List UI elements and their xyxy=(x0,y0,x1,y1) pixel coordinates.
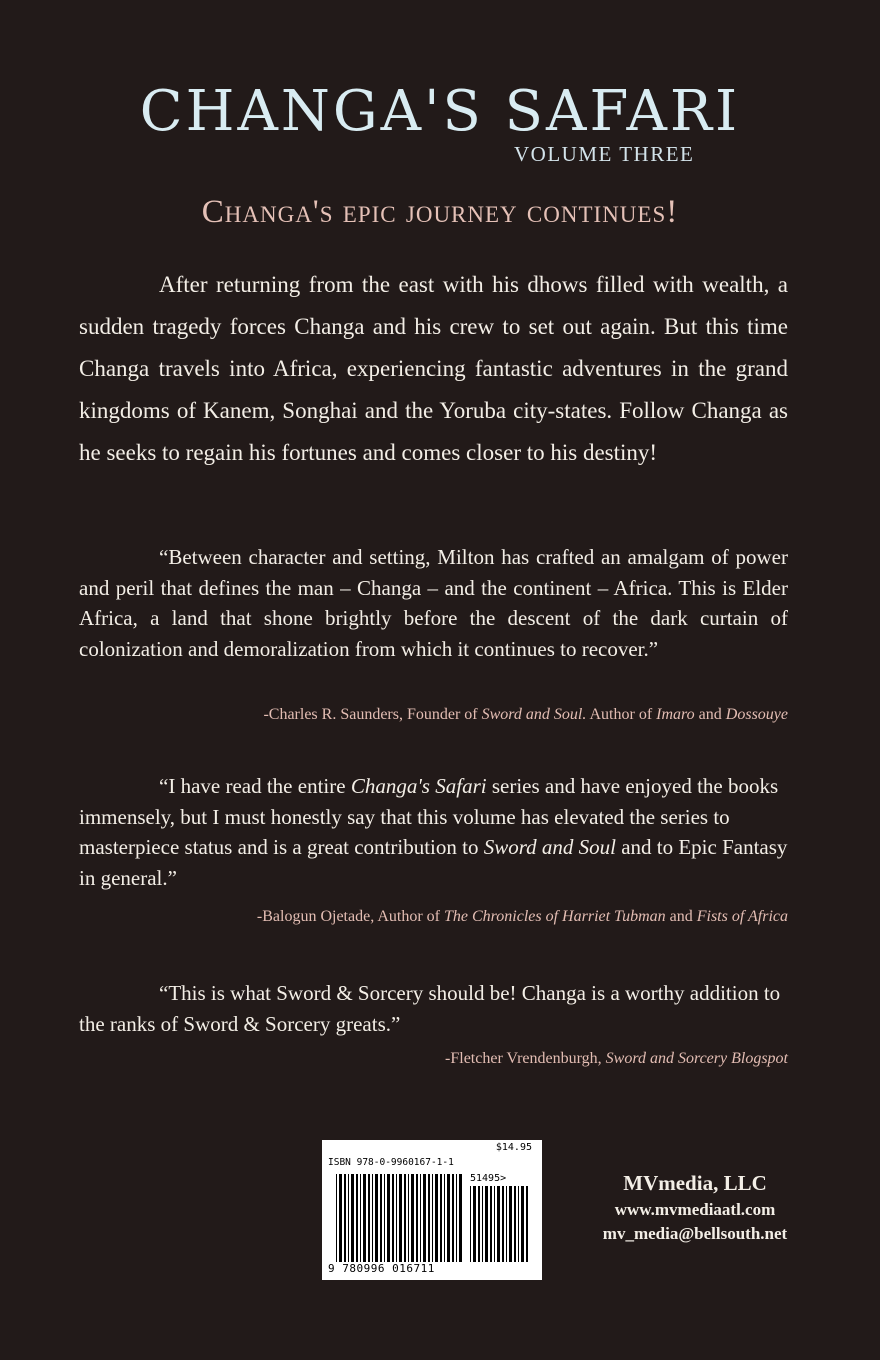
barcode-bar xyxy=(444,1174,445,1262)
attribution-text: Author of xyxy=(586,706,657,723)
barcode-bar xyxy=(387,1174,390,1262)
barcode-addon-code: 51495> xyxy=(470,1173,507,1184)
attribution-work: Sword and Sorcery Blogspot xyxy=(605,1050,788,1067)
review-attribution-3 xyxy=(445,1050,788,1068)
barcode-bar xyxy=(360,1174,361,1262)
isbn-barcode xyxy=(322,1140,542,1280)
review-quote-2-text: and to Epic Fantasy in general.” xyxy=(79,835,788,890)
barcode-bar xyxy=(392,1174,394,1262)
review-quote-1 xyxy=(79,542,788,664)
barcode-bar xyxy=(372,1174,373,1262)
review-quote-2-work: Sword and Soul xyxy=(483,835,616,859)
synopsis xyxy=(79,264,788,474)
attribution-text: and xyxy=(665,908,697,925)
review-attribution-2 xyxy=(257,908,788,926)
barcode-bar xyxy=(339,1174,342,1262)
attribution-work: The Chronicles of Harriet Tubman xyxy=(443,908,666,925)
barcode-bar xyxy=(351,1174,354,1262)
barcode-bar xyxy=(408,1174,409,1262)
barcode-bar xyxy=(435,1174,438,1262)
barcode-bar xyxy=(521,1186,524,1262)
barcode-bar xyxy=(363,1174,366,1262)
attribution-text: -Fletcher Vrendenburgh, xyxy=(445,1050,606,1067)
barcode-bar xyxy=(518,1186,519,1262)
barcode-bar xyxy=(478,1186,480,1262)
barcode-bar xyxy=(420,1174,421,1262)
barcode-bar xyxy=(344,1174,346,1262)
attribution-work: Fists of Africa xyxy=(696,908,788,925)
barcode-addon-bars xyxy=(470,1186,530,1262)
barcode-price: $14.95 xyxy=(495,1142,532,1153)
barcode-isbn: ISBN 978-0-9960167-1-1 xyxy=(328,1157,454,1168)
attribution-text: and xyxy=(694,706,726,723)
barcode-bar xyxy=(384,1174,385,1262)
barcode-bar xyxy=(416,1174,418,1262)
barcode-bar xyxy=(470,1186,471,1262)
barcode-bar xyxy=(502,1186,504,1262)
publisher-info xyxy=(580,1168,810,1246)
publisher-name: MVmedia, LLC xyxy=(623,1171,767,1195)
barcode-bar xyxy=(411,1174,414,1262)
barcode-digits: 9 780996 016711 xyxy=(328,1262,435,1275)
attribution-work: Imaro xyxy=(656,706,695,723)
volume-subtitle: VOLUME THREE xyxy=(514,142,695,166)
barcode-bar xyxy=(428,1174,430,1262)
barcode-bar xyxy=(459,1174,462,1262)
barcode-bar xyxy=(423,1174,426,1262)
publisher-website: www.mvmediaatl.com xyxy=(614,1200,776,1219)
barcode-bar xyxy=(526,1186,528,1262)
attribution-work: Sword and Soul. xyxy=(481,706,587,723)
review-quote-3 xyxy=(79,978,788,1039)
barcode-bar xyxy=(509,1186,512,1262)
attribution-text: -Balogun Ojetade, Author of xyxy=(256,908,444,925)
review-quote-2-work: Changa's Safari xyxy=(350,774,487,798)
barcode-bar xyxy=(473,1186,476,1262)
barcode-bars xyxy=(336,1174,464,1262)
barcode-bar xyxy=(494,1186,495,1262)
barcode-bar xyxy=(432,1174,433,1262)
barcode-bar xyxy=(399,1174,402,1262)
barcode-bar xyxy=(356,1174,358,1262)
review-quote-2-text: series and have enjoyed the books immensely, but I must honestly say that this volume has elevated the series to masterpiece status and is a great contribution to xyxy=(79,774,779,859)
barcode-bar xyxy=(447,1174,450,1262)
barcode-bar xyxy=(485,1186,488,1262)
barcode-bar xyxy=(456,1174,457,1262)
barcode-bar xyxy=(490,1186,492,1262)
publisher-email: mv_media@bellsouth.net xyxy=(602,1224,788,1243)
review-quote-3-text: “This is what Sword & Sorcery should be! Changa is a worthy addition to the ranks of Sword & Sorcery greats.” xyxy=(79,981,781,1036)
barcode-bar xyxy=(440,1174,442,1262)
barcode-bar xyxy=(452,1174,454,1262)
barcode-bar xyxy=(396,1174,397,1262)
barcode-bar xyxy=(497,1186,500,1262)
tagline: Changa's epic journey continues! xyxy=(201,194,679,230)
review-attribution-1 xyxy=(263,706,788,724)
review-quote-2-text: “I have read the entire xyxy=(159,774,351,798)
barcode-bar xyxy=(348,1174,349,1262)
barcode-bar xyxy=(404,1174,406,1262)
attribution-text: -Charles R. Saunders, Founder of xyxy=(263,706,482,723)
barcode-bar xyxy=(380,1174,382,1262)
barcode-bar xyxy=(336,1174,337,1262)
review-quote-2 xyxy=(79,771,788,893)
barcode-bar xyxy=(375,1174,378,1262)
synopsis-text: After returning from the east with his dhows filled with wealth, a sudden tragedy forces Changa and his crew to set out again. But this time Changa travels into Africa, experiencing fantastic adventures in the grand kingdoms of Kanem, Songhai and the Yoruba city-states. Follow Changa as he seeks to regain his fortunes and comes closer to his destiny! xyxy=(79,272,788,465)
barcode-bar xyxy=(368,1174,370,1262)
attribution-work: Dossouye xyxy=(725,706,788,723)
book-title: CHANGA'S SAFARI xyxy=(139,79,741,144)
barcode-bar xyxy=(506,1186,507,1262)
review-quote-1-text: “Between character and setting, Milton has crafted an amalgam of power and peril that defines the man – Changa – and the continent – Africa. This is Elder Africa, a land that shone brightly before the descent of the dark curtain of colonization and demoralization from which it continues to recover.” xyxy=(79,545,788,661)
barcode-bar xyxy=(482,1186,483,1262)
barcode-bar xyxy=(514,1186,516,1262)
